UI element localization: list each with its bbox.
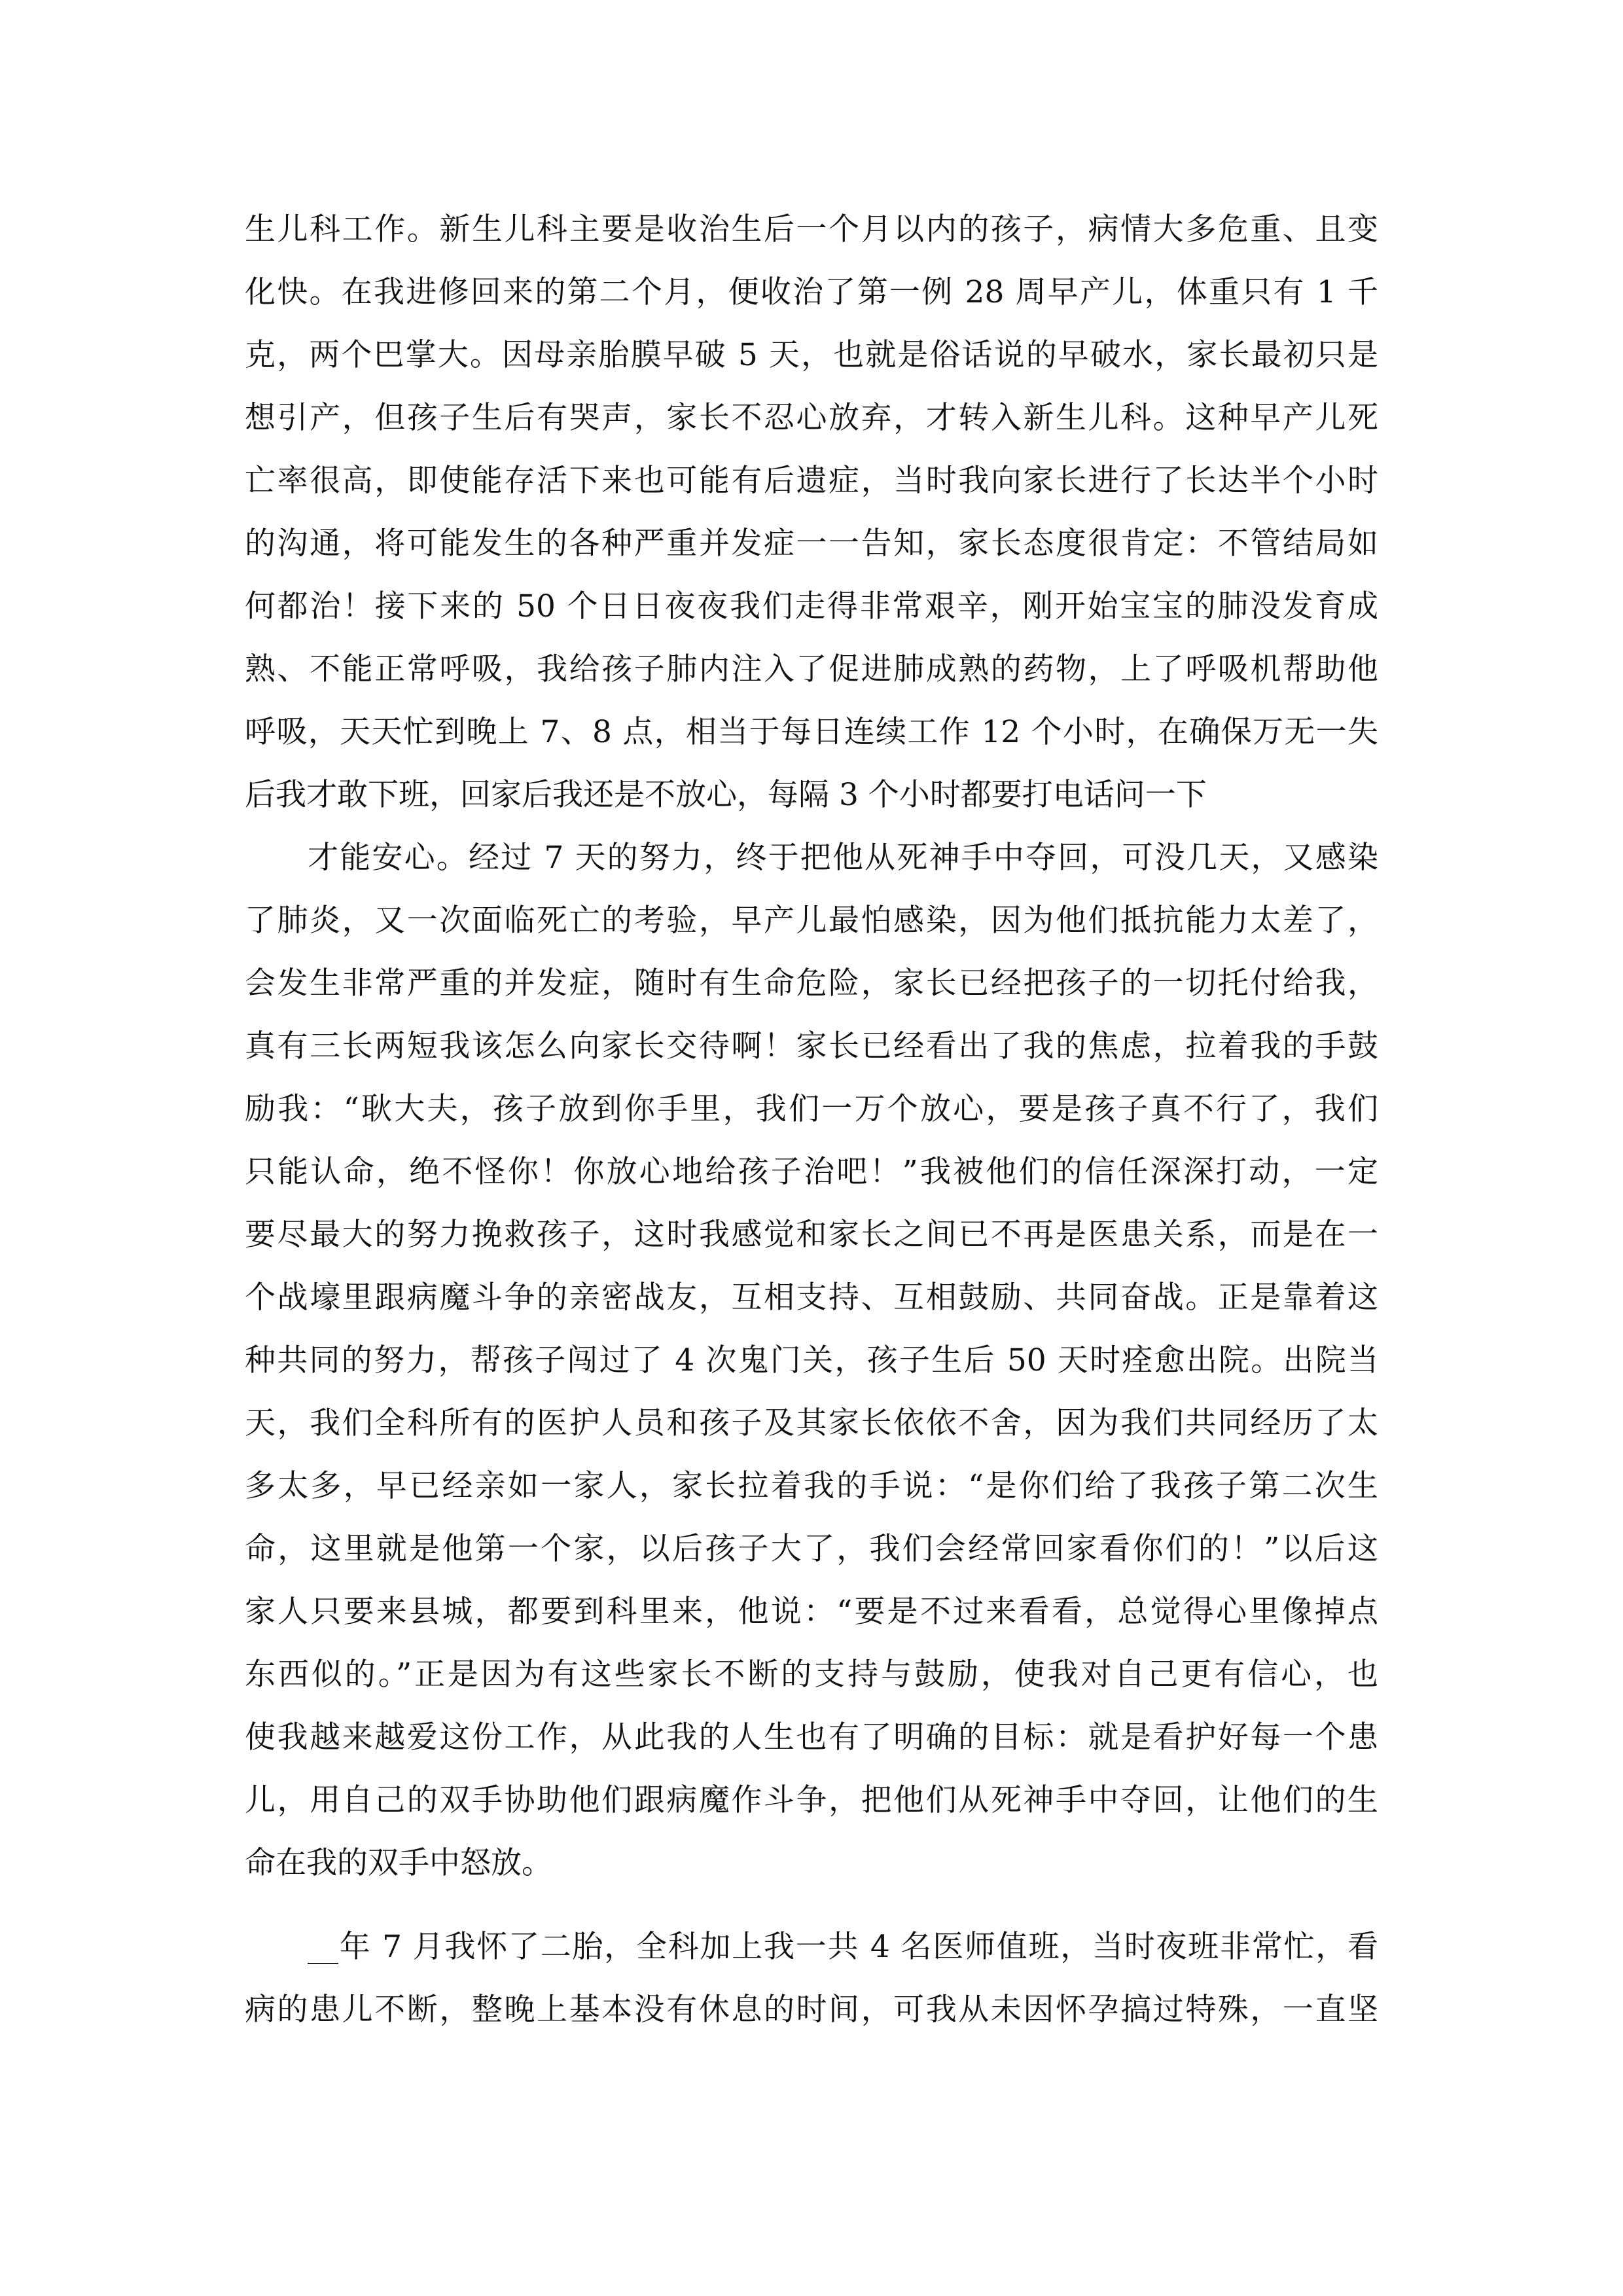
text-line: 呼吸，天天忙到晚上 7、8 点，相当于每日连续工作 12 个小时，在确保万无一失 — [245, 714, 1378, 750]
text-line: 儿，用自己的双手协助他们跟病魔作斗争，把他们从死神手中夺回，让他们的生 — [245, 1782, 1378, 1818]
text-line: 多太多，早已经亲如一家人，家长拉着我的手说：“是你们给了我孩子第二次生 — [245, 1468, 1378, 1504]
text-line: 种共同的努力，帮孩子闯过了 4 次鬼门关，孩子生后 50 天时痊愈出院。出院当 — [245, 1342, 1378, 1378]
text-line: 东西似的。”正是因为有这些家长不断的支持与鼓励，使我对自己更有信心，也 — [245, 1657, 1378, 1693]
paragraph-first-line: __年 7 月我怀了二胎，全科加上我一共 4 名医师值班，当时夜班非常忙，看 — [308, 1929, 1378, 1965]
text-line: 克，两个巴掌大。因母亲胎膜早破 5 天，也就是俗话说的早破水，家长最初只是 — [245, 337, 1378, 373]
text-line: 的沟通，将可能发生的各种严重并发症一一告知，家长态度很肯定：不管结局如 — [245, 526, 1378, 562]
text-line: 命在我的双手中怒放。 — [245, 1845, 552, 1881]
text-line: 化快。在我进修回来的第二个月，便收治了第一例 28 周早产儿，体重只有 1 千 — [245, 274, 1378, 310]
text-line: 只能认命，绝不怪你！你放心地给孩子治吧！”我被他们的信任深深打动，一定 — [245, 1154, 1378, 1190]
text-line: 命，这里就是他第一个家，以后孩子大了，我们会经常回家看你们的！”以后这 — [245, 1531, 1378, 1567]
text-line: 病的患儿不断，整晚上基本没有休息的时间，可我从未因怀孕搞过特殊，一直坚 — [245, 1992, 1378, 2028]
text-line: 个战壕里跟病魔斗争的亲密战友，互相支持、互相鼓励、共同奋战。正是靠着这 — [245, 1280, 1378, 1316]
text-line: 想引产，但孩子生后有哭声，家长不忍心放弃，才转入新生儿科。这种早产儿死 — [245, 400, 1378, 436]
text-line: 励我：“耿大夫，孩子放到你手里，我们一万个放心，要是孩子真不行了，我们 — [245, 1091, 1378, 1127]
text-line: 何都治！接下来的 50 个日日夜夜我们走得非常艰辛，刚开始宝宝的肺没发育成 — [245, 588, 1378, 624]
text-line: 熟、不能正常呼吸，我给孩子肺内注入了促进肺成熟的药物，上了呼吸机帮助他 — [245, 651, 1378, 687]
text-line: 了肺炎，又一次面临死亡的考验，早产儿最怕感染，因为他们抵抗能力太差了， — [245, 903, 1378, 939]
text-line: 家人只要来县城，都要到科里来，他说：“要是不过来看看，总觉得心里像掉点 — [245, 1594, 1378, 1630]
text-line: 生儿科工作。新生儿科主要是收治生后一个月以内的孩子，病情大多危重、且变 — [245, 211, 1378, 247]
text-line: 使我越来越爱这份工作，从此我的人生也有了明确的目标：就是看护好每一个患 — [245, 1719, 1378, 1755]
text-line: 真有三长两短我该怎么向家长交待啊！家长已经看出了我的焦虑，拉着我的手鼓 — [245, 1028, 1378, 1064]
text-line: 天，我们全科所有的医护人员和孩子及其家长依依不舍，因为我们共同经历了太 — [245, 1405, 1378, 1441]
text-line: 后我才敢下班，回家后我还是不放心，每隔 3 个小时都要打电话问一下 — [245, 777, 1207, 813]
text-line: 会发生非常严重的并发症，随时有生命危险，家长已经把孩子的一切托付给我， — [245, 965, 1378, 1001]
text-line: 要尽最大的努力挽救孩子，这时我感觉和家长之间已不再是医患关系，而是在一 — [245, 1217, 1378, 1253]
text-line: 亡率很高，即使能存活下来也可能有后遗症，当时我向家长进行了长达半个小时 — [245, 463, 1378, 499]
paragraph-first-line: 才能安心。经过 7 天的努力，终于把他从死神手中夺回，可没几天，又感染 — [308, 840, 1378, 876]
